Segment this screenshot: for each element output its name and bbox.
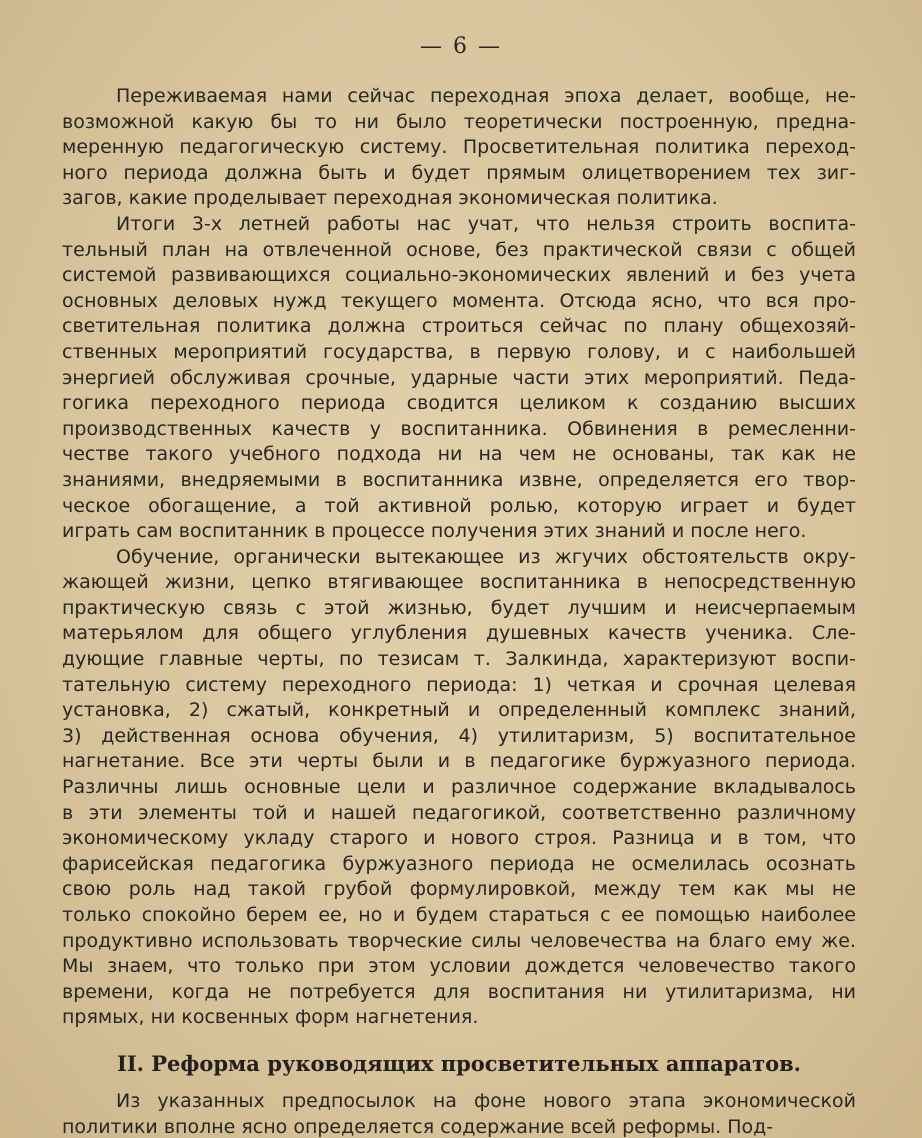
text-line: продуктивно использовать творческие силы человечества на благо ему же.: [62, 929, 856, 952]
text-line: политики вполне ясно определяется содержание всей реформы. Под-: [62, 1115, 774, 1138]
paragraph: [62, 212, 856, 545]
text-line: времени, когда не потребуется для воспитания ни утилитаризма, ни: [62, 980, 856, 1003]
page-number: — 6 —: [420, 34, 502, 59]
text-line: меренную педагогическую систему. Просветительная политика переход-: [62, 136, 856, 159]
text-line: свою роль над такой грубой формулировкой, между тем как мы не: [62, 878, 856, 901]
text-line: дующие главные черты, по тезисам т. Залкинда, характеризуют воспи-: [62, 648, 856, 671]
text-line: энергией обслуживая срочные, ударные части этих мероприятий. Педа-: [62, 366, 856, 389]
text-line: Из указанных предпосылок на фоне нового этапа экономической: [116, 1089, 856, 1112]
paragraph: [62, 1089, 856, 1138]
text-line: светительная политика должна строиться сейчас по плану общехозяй-: [62, 315, 856, 338]
text-line: честве такого учебного подхода ни на чем не основаны, так как не: [62, 443, 856, 466]
text-line: установка, 2) сжатый, конкретный и определенный комплекс знаний,: [62, 699, 856, 722]
text-line: ственных мероприятий государства, в первую голову, и с наибольшей: [62, 340, 856, 363]
body-text: [62, 84, 856, 1138]
text-line: тельный план на отвлеченной основе, без практической связи с общей: [62, 238, 856, 261]
text-line: загов, какие проделывает переходная экономическая политика.: [62, 187, 718, 210]
text-line: нагнетание. Все эти черты были и в педагогике буржуазного периода.: [62, 750, 856, 773]
text-line: играть сам воспитанник в процессе получения этих знаний и после него.: [62, 520, 807, 543]
text-line: только спокойно берем ее, но и будем стараться с ее помощью наиболее: [62, 904, 856, 926]
text-line: ческое обогащение, а той активной ролью, которую играет и будет: [62, 494, 856, 517]
text-line: Обучение, органически вытекающее из жгучих обстоятельств окру-: [116, 545, 856, 568]
text-line: жающей жизни, цепко втягивающее воспитанника в непосредственную: [62, 571, 856, 594]
text-line: основных деловых нужд текущего момента. Отсюда ясно, что вся про-: [62, 289, 856, 312]
text-line: Итоги 3-х летней работы нас учат, что нельзя строить воспита-: [116, 212, 856, 235]
paragraph: [62, 545, 856, 1031]
text-line: Мы знаем, что только при этом условии дождется человечество такого: [62, 955, 856, 978]
text-line: в эти элементы той и нашей педагогикой, соответственно различному: [62, 801, 856, 824]
text-line: возможной какую бы то ни было теоретически построенную, предна-: [62, 110, 856, 133]
text-line: Переживаемая нами сейчас переходная эпоха делает, вообще, не-: [116, 85, 856, 107]
text-line: тательную систему переходного периода: 1) четкая и срочная целевая: [62, 673, 856, 696]
text-line: матерьялом для общего углубления душевных качеств ученика. Сле-: [62, 622, 856, 645]
text-line: прямых, ни косвенных форм нагнетения.: [62, 1006, 479, 1029]
text-line: ного периода должна быть и будет прямым олицетворением тех зиг-: [62, 161, 856, 184]
text-line: системой развивающихся социально-экономических явлений и без учета: [62, 264, 856, 287]
paragraph: [62, 84, 856, 212]
text-line: производственных качеств у воспитанника. Обвинения в ремесленни-: [62, 417, 856, 440]
text-line: фарисейская педагогика буржуазного периода не осмелилась осознать: [62, 852, 856, 875]
text-line: гогика переходного периода сводится целиком к созданию высших: [62, 392, 856, 415]
text-line: практическую связь с этой жизнью, будет лучшим и неисчерпаемым: [62, 596, 856, 619]
text-line: Различны лишь основные цели и различное содержание вкладывалось: [62, 776, 856, 799]
text-line: 3) действенная основа обучения, 4) утилитаризм, 5) воспитательное: [62, 724, 856, 747]
text-line: знаниями, внедряемыми в воспитанника извне, определяется его твор-: [62, 468, 856, 491]
section-heading: II. Реформа руководящих просветительных аппаратов.: [117, 1050, 801, 1076]
text-line: экономическому укладу старого и нового строя. Разница и в том, что: [62, 827, 856, 850]
